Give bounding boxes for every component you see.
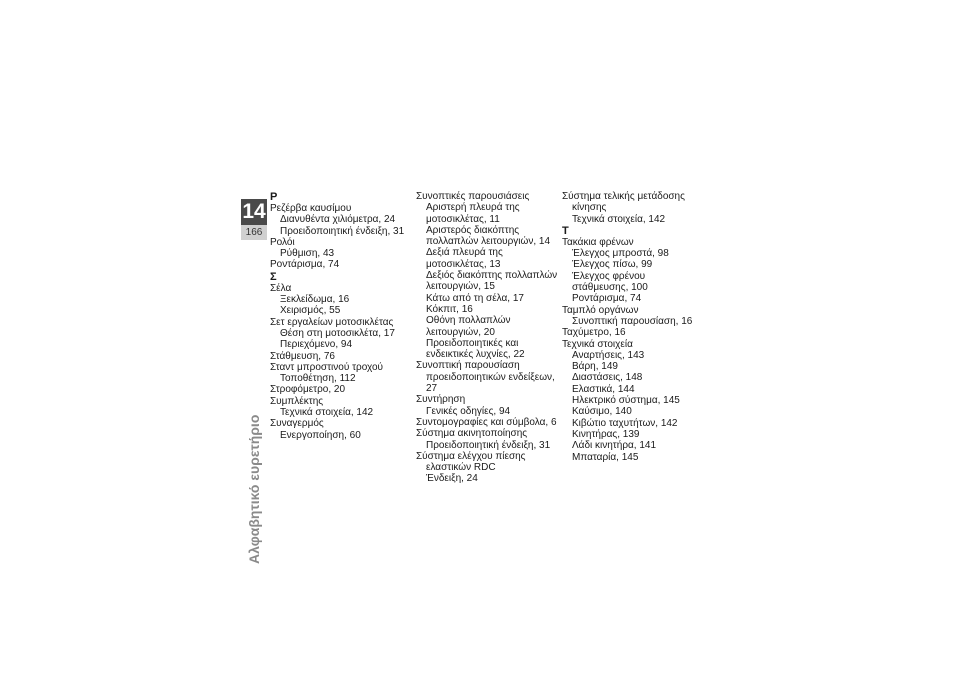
index-subentry: Κάτω από τη σέλα, 17: [426, 292, 524, 304]
index-subentry: Συνοπτική παρουσίαση, 16: [572, 315, 693, 327]
index-subentry: Λάδι κινητήρα, 141: [572, 440, 657, 452]
index-subentry: πολλαπλών λειτουργιών, 14: [426, 236, 551, 248]
index-subentry: μοτοσικλέτας, 11: [426, 213, 500, 225]
index-subentry: λειτουργιών, 15: [426, 281, 495, 293]
index-subentry: Αριστερή πλευρά της: [426, 202, 520, 214]
index-subentry: κίνησης: [572, 202, 607, 214]
index-entry: Ρεζέρβα καυσίμου: [270, 203, 352, 214]
index-subentry: Ενεργοποίηση, 60: [280, 429, 361, 441]
index-subentry: Προειδοποιητική ένδειξη, 31: [280, 225, 405, 237]
index-subentry: Ροντάρισμα, 74: [572, 293, 642, 305]
index-entry: Σύστημα τελικής μετάδοσης: [562, 191, 685, 202]
index-subentry: προειδοποιητικών ενδείξεων, 27: [426, 371, 555, 395]
index-subentry: Περιεχόμενο, 94: [280, 339, 353, 351]
index-subentry: Τεχνικά στοιχεία, 142: [572, 213, 666, 225]
index-column-2: [416, 191, 566, 485]
index-subentry: Προειδοποιητικές και: [426, 337, 519, 349]
index-entry: Συνοπτική παρουσίαση: [416, 360, 520, 372]
index-entry: Σταντ μπροστινού τροχού: [270, 361, 384, 373]
index-entry: Συντήρηση: [416, 394, 466, 406]
index-subentry: Τεχνικά στοιχεία, 142: [280, 407, 374, 419]
index-subentry: Ένδειξη, 24: [426, 473, 478, 485]
index-entry: Συμπλέκτης: [270, 395, 324, 407]
index-entry: Ροντάρισμα, 74: [270, 259, 340, 271]
index-subentry: Ξεκλείδωμα, 16: [280, 294, 350, 306]
index-subentry: στάθμευσης, 100: [572, 282, 648, 294]
index-subentry: Μπαταρία, 145: [572, 451, 639, 463]
index-subentry: Έλεγχος φρένου: [572, 270, 646, 282]
chapter-badge: [241, 199, 267, 241]
index-subentry: Έλεγχος πίσω, 99: [572, 259, 653, 271]
index-letter: Τ: [562, 224, 569, 237]
index-subentry: Βάρη, 149: [572, 361, 618, 373]
index-subentry: Θέση στη μοτοσικλέτα, 17: [280, 327, 395, 339]
index-entry: Τεχνικά στοιχεία: [562, 338, 633, 350]
chapter-number: 14: [242, 200, 266, 223]
index-subentry: ενδεικτικές λυχνίες, 22: [426, 349, 525, 361]
index-subentry: Έλεγχος μπροστά, 98: [572, 248, 669, 260]
index-entry: Ρολόι: [270, 236, 295, 248]
index-entry: Σέλα: [270, 282, 292, 294]
index-entry: Σύστημα ελέγχου πίεσης: [416, 450, 526, 462]
index-subentry: Ηλεκτρικό σύστημα, 145: [572, 395, 680, 407]
index-subentry: Τοποθέτηση, 112: [280, 373, 356, 385]
index-subentry: Δεξιός διακόπτης πολλαπλών: [426, 270, 558, 282]
index-subentry: Κόκπιτ, 16: [426, 303, 473, 315]
index-subentry: Αναρτήσεις, 143: [572, 349, 645, 361]
index-subentry: Διανυθέντα χιλιόμετρα, 24: [280, 214, 396, 226]
index-subentry: Γενικές οδηγίες, 94: [426, 405, 511, 417]
index-subentry: Κιβώτιο ταχυτήτων, 142: [572, 417, 678, 429]
index-entry: Ταμπλό οργάνων: [562, 304, 639, 316]
index-letter: Σ: [270, 270, 277, 283]
section-title: [242, 248, 266, 564]
index-subentry: Προειδοποιητική ένδειξη, 31: [426, 439, 551, 451]
page-number: 166: [241, 225, 267, 240]
index-column-1: [270, 191, 420, 441]
index-entry: Συνοπτικές παρουσιάσεις: [416, 191, 530, 202]
index-subentry: Οθόνη πολλαπλών: [426, 315, 511, 327]
section-title-text: Αλφαβητικό ευρετήριο: [246, 414, 262, 564]
index-subentry: Ελαστικά, 144: [572, 383, 635, 395]
index-subentry: Ρύθμιση, 43: [280, 248, 335, 260]
index-subentry: Χειρισμός, 55: [280, 305, 341, 317]
index-entry: Ταχύμετρο, 16: [562, 327, 626, 339]
index-column-3: [562, 191, 712, 463]
index-entry: Συναγερμός: [270, 418, 324, 430]
index-subentry: Καύσιμο, 140: [572, 406, 632, 418]
index-entry: Τακάκια φρένων: [562, 236, 634, 248]
index-entry: Στροφόμετρο, 20: [270, 384, 346, 396]
index-entry: Σετ εργαλείων μοτοσικλέτας: [270, 316, 394, 328]
index-entry: Στάθμευση, 76: [270, 350, 335, 362]
index-subentry: Δεξιά πλευρά της: [426, 247, 503, 259]
index-letter: Ρ: [270, 191, 278, 203]
index-entry: Σύστημα ακινητοποίησης: [416, 428, 528, 440]
index-entry: Συντομογραφίες και σύμβολα, 6: [416, 416, 557, 428]
index-subentry: Αριστερός διακόπτης: [426, 224, 520, 236]
index-subentry: ελαστικών RDC: [426, 462, 496, 474]
index-subentry: Κινητήρας, 139: [572, 428, 640, 440]
index-subentry: μοτοσικλέτας, 13: [426, 258, 501, 270]
index-subentry: Διαστάσεις, 148: [572, 372, 643, 384]
index-subentry: λειτουργιών, 20: [426, 326, 495, 338]
